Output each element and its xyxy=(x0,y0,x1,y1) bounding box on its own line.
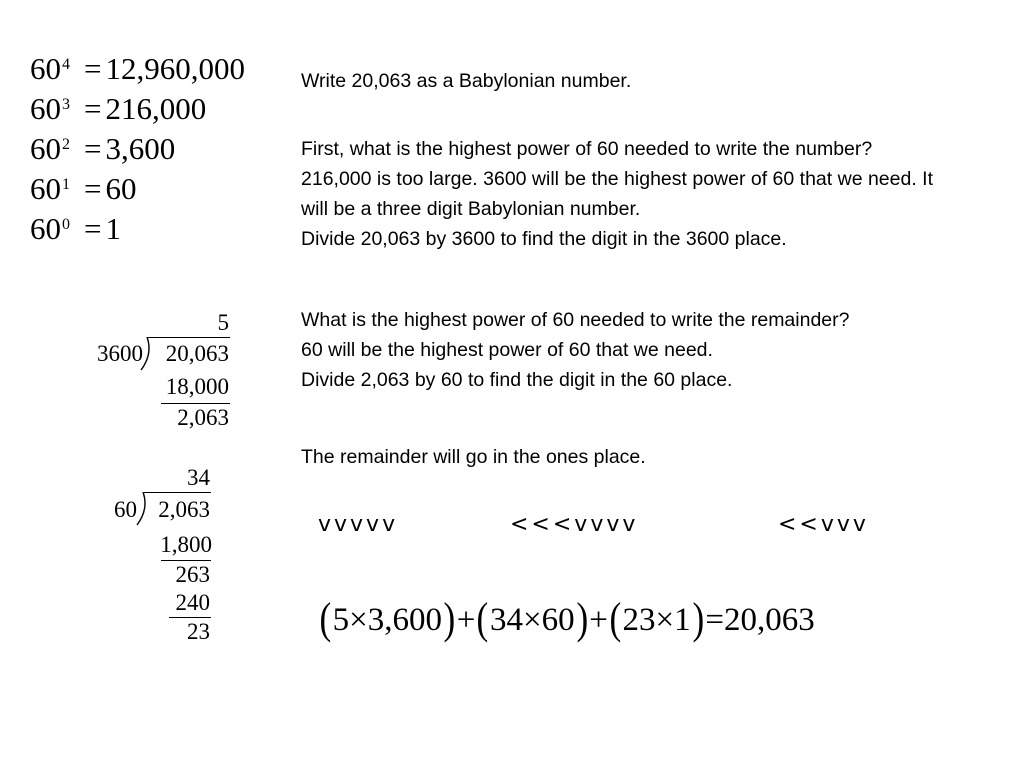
power-exponent: 3 xyxy=(62,96,70,113)
babylonian-digit-1-place: <<vvv xyxy=(778,512,869,537)
power-row xyxy=(30,92,206,132)
division-quotient: 5 xyxy=(217,310,229,335)
division-bracket-curve xyxy=(136,492,148,526)
term1-place-value: 3,600 xyxy=(367,602,443,638)
power-base: 60 xyxy=(30,211,61,246)
subtraction-line xyxy=(161,403,230,404)
open-paren: ( xyxy=(319,594,332,643)
step3-note: The remainder will go in the ones place. xyxy=(301,446,646,468)
power-base: 60 xyxy=(30,91,61,126)
term3-place-value: 1 xyxy=(674,602,691,638)
open-paren: ( xyxy=(609,594,622,643)
division-product: 18,000 xyxy=(165,374,229,399)
power-base: 60 xyxy=(30,51,61,86)
intro-prompt: Write 20,063 as a Babylonian number. xyxy=(301,70,632,92)
equals-sign: = xyxy=(84,211,102,246)
power-value: 3,600 xyxy=(105,131,176,166)
expanded-form-equation xyxy=(318,590,815,641)
division-bracket-line xyxy=(144,492,211,493)
step3-text-block xyxy=(301,442,901,472)
subtraction-line xyxy=(161,560,211,561)
power-row xyxy=(30,132,175,172)
power-value: 12,960,000 xyxy=(105,51,245,86)
division-partial-remainder: 263 xyxy=(175,562,210,587)
plus-sign: + xyxy=(589,602,608,638)
term1-digit: 5 xyxy=(332,602,350,638)
intro-text-block xyxy=(301,66,961,96)
step1-instruction: Divide 20,063 by 3600 to find the digit in the 3600 place. xyxy=(301,228,787,250)
power-exponent: 4 xyxy=(62,56,70,73)
plus-sign: + xyxy=(456,602,476,638)
power-value: 1 xyxy=(105,211,121,246)
division-divisor: 60 xyxy=(114,497,137,522)
division-product: 1,800 xyxy=(160,532,212,557)
power-base: 60 xyxy=(30,171,61,206)
term2-place-value: 60 xyxy=(541,602,575,638)
subtraction-line xyxy=(169,617,211,618)
times-sign: × xyxy=(522,602,542,638)
power-row xyxy=(30,52,245,92)
power-exponent: 0 xyxy=(62,216,70,233)
division-remainder: 23 xyxy=(187,619,210,644)
power-row xyxy=(30,212,121,252)
close-paren: ) xyxy=(692,594,704,643)
division-product: 240 xyxy=(175,590,210,615)
power-exponent: 1 xyxy=(62,176,70,193)
close-paren: ) xyxy=(443,594,456,643)
equation-result: 20,063 xyxy=(723,602,815,638)
power-row xyxy=(30,172,136,212)
division-divisor: 3600 xyxy=(97,341,143,366)
term3-digit: 23 xyxy=(622,602,656,638)
division-dividend: 20,063 xyxy=(165,341,229,366)
power-value: 216,000 xyxy=(105,91,207,126)
babylonian-digit-60-place: <<<vvvv xyxy=(510,512,639,537)
equals-sign: = xyxy=(84,91,102,126)
equals-sign: = xyxy=(84,131,102,166)
close-paren: ) xyxy=(576,594,588,643)
step1-explanation: 216,000 is too large. 3600 will be the highest power of 60 that we need. It will be a three digit Babylonian number. xyxy=(301,168,934,220)
step1-text-block xyxy=(301,134,961,254)
babylonian-digit-3600-place: vvvvv xyxy=(318,512,399,537)
step2-text-block xyxy=(301,305,901,395)
equals-sign: = xyxy=(84,51,102,86)
times-sign: × xyxy=(349,602,368,638)
open-paren: ( xyxy=(476,594,489,643)
times-sign: × xyxy=(655,602,675,638)
equals-sign: = xyxy=(84,171,102,206)
step2-instruction: Divide 2,063 by 60 to find the digit in the 60 place. xyxy=(301,369,733,391)
power-base: 60 xyxy=(30,131,61,166)
division-quotient: 34 xyxy=(187,465,210,490)
division-dividend: 2,063 xyxy=(158,497,210,522)
step2-question: What is the highest power of 60 needed to write the remainder? xyxy=(301,309,850,331)
term2-digit: 34 xyxy=(489,602,523,638)
division-remainder: 2,063 xyxy=(177,405,229,430)
power-value: 60 xyxy=(105,171,137,206)
equals-sign: = xyxy=(705,602,724,638)
step1-question: First, what is the highest power of 60 needed to write the number? xyxy=(301,138,873,160)
division-bracket-line xyxy=(148,337,230,338)
power-exponent: 2 xyxy=(62,136,70,153)
step2-explanation: 60 will be the highest power of 60 that we need. xyxy=(301,339,713,361)
